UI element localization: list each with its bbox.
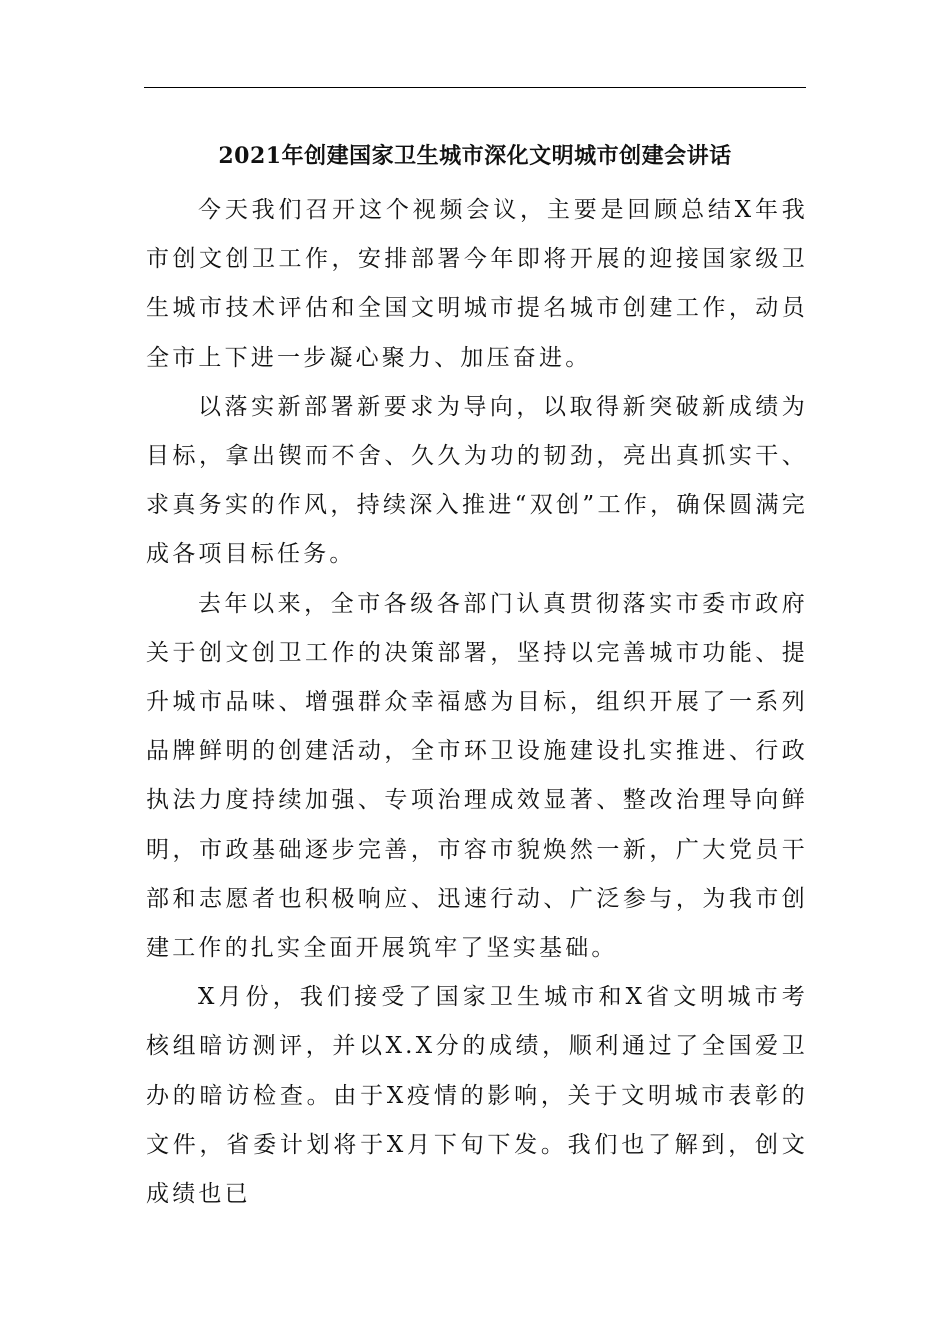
document-title: 2021年创建国家卫生城市深化文明城市创建会讲话 — [218, 143, 732, 169]
paragraph-1: 今天我们召开这个视频会议，主要是回顾总结X年我市创文创卫工作，安排部署今年即将开展的迎接国家级卫生城市技术评估和全国文明城市提名城市创建工作，动员全市上下进一步凝心聚力、加压奋进。 — [146, 197, 808, 371]
document-body — [146, 186, 808, 1219]
paragraph-3: 去年以来，全市各级各部门认真贯彻落实市委市政府关于创文创卫工作的决策部署，坚持以完善城市功能、提升城市品味、增强群众幸福感为目标，组织开展了一系列品牌鲜明的创建活动，全市环卫设施建设扎实推进、行政执法力度持续加强、专项治理成效显著、整改治理导向鲜明，市政基础逐步完善，市容市貌焕然一新，广大党员干部和志愿者也积极响应、迅速行动、广泛参与，为我市创建工作的扎实全面开展筑牢了坚实基础。 — [146, 590, 808, 962]
paragraph-2: 以落实新部署新要求为导向，以取得新突破新成绩为目标，拿出锲而不舍、久久为功的韧劲，亮出真抓实干、求真务实的作风，持续深入推进“双创”工作，确保圆满完成各项目标任务。 — [146, 393, 808, 568]
paragraph-4: X月份，我们接受了国家卫生城市和X省文明城市考核组暗访测评，并以X.X分的成绩，顺利通过了全国爱卫办的暗访检查。由于X疫情的影响，关于文明城市表彰的文件，省委计划将于X月下旬下发。我们也了解到，创文成绩也已 — [146, 984, 808, 1208]
header-rule — [144, 87, 806, 88]
